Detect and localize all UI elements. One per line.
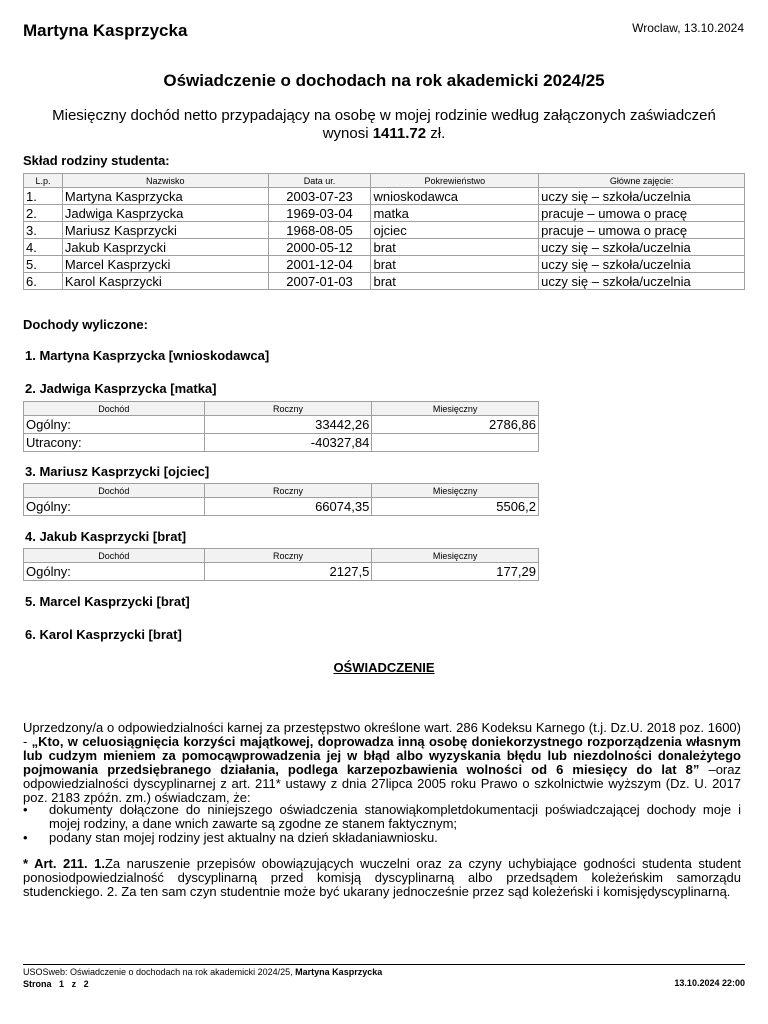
cell: 5506,2 bbox=[372, 498, 539, 516]
table-row bbox=[24, 498, 539, 516]
page-current: 1 bbox=[59, 979, 65, 989]
article-label: * Art. 211. 1. bbox=[23, 856, 105, 871]
cell: Mariusz Kasprzycki bbox=[62, 222, 268, 239]
cell: uczy się – szkoła/uczelnia bbox=[539, 273, 745, 290]
table-row bbox=[24, 205, 745, 222]
col-header: Miesięczny bbox=[372, 484, 539, 498]
income-header-row bbox=[24, 549, 539, 563]
family-table bbox=[23, 173, 745, 290]
income-header-row bbox=[24, 402, 539, 416]
declaration-heading: OŚWIADCZENIE bbox=[333, 660, 435, 675]
cell: 1969-03-04 bbox=[268, 205, 371, 222]
cell: Jakub Kasprzycki bbox=[62, 239, 268, 256]
cell: uczy się – szkoła/uczelnia bbox=[539, 188, 745, 205]
table-row bbox=[24, 188, 745, 205]
cell: brat bbox=[371, 256, 539, 273]
family-heading: Skład rodziny studenta: bbox=[23, 153, 170, 168]
cell: 5. bbox=[24, 256, 63, 273]
col-header: Dochód bbox=[24, 402, 205, 416]
income-table bbox=[23, 483, 539, 516]
col-header: Pokrewieństwo bbox=[371, 174, 539, 188]
footer-timestamp: 13.10.2024 22:00 bbox=[674, 978, 745, 988]
cell: Martyna Kasprzycka bbox=[62, 188, 268, 205]
family-header-row bbox=[24, 174, 745, 188]
table-row bbox=[24, 222, 745, 239]
col-header: Nazwisko bbox=[62, 174, 268, 188]
table-row bbox=[24, 239, 745, 256]
cell: Jadwiga Kasprzycka bbox=[62, 205, 268, 222]
cell: 177,29 bbox=[372, 563, 539, 581]
list-item-text: podany stan mojej rodziny jest aktualny na dzień składaniawniosku. bbox=[49, 830, 438, 845]
cell: 1. bbox=[24, 188, 63, 205]
person-heading: 3. Mariusz Kasprzycki [ojciec] bbox=[25, 464, 210, 479]
cell: Ogólny: bbox=[24, 498, 205, 516]
cell: 33442,26 bbox=[204, 416, 372, 434]
table-row bbox=[24, 563, 539, 581]
page-of: z bbox=[71, 979, 77, 989]
income-statement bbox=[30, 107, 738, 143]
col-header: Dochód bbox=[24, 484, 205, 498]
income-text: Miesięczny dochód netto przypadający na osobę w mojej rodzinie według załączonych zaświadczeń wynosi bbox=[52, 107, 716, 142]
cell: Ogólny: bbox=[24, 416, 205, 434]
cell bbox=[372, 434, 539, 452]
cell: Marcel Kasprzycki bbox=[62, 256, 268, 273]
declaration-intro: Uprzedzony/a o odpowiedzialności karnej za przestępstwo określone wart. 286 Kodeksu Karnego (t.j. Dz.U. 2018 poz. 1600) - bbox=[23, 720, 741, 749]
declaration-list bbox=[23, 803, 741, 845]
income-header-row bbox=[24, 484, 539, 498]
article-text: Za naruszenie przepisów obowiązujących wuczelni oraz za czyny uchybiające godności studenta student ponosiodpowiedzialność dyscyplinarną przed komisją dyscyplinarną albo przedsądem koleżeńskim samorządu studenckiego. 2. Za ten sam czyn studentnie może być ukarany jednocześnie przez sąd koleżeński i komisjędyscyplinarną. bbox=[23, 856, 741, 899]
student-name: Martyna Kasprzycka bbox=[23, 21, 188, 40]
table-row bbox=[24, 434, 539, 452]
cell: ojciec bbox=[371, 222, 539, 239]
person-heading: 5. Marcel Kasprzycki [brat] bbox=[25, 594, 190, 609]
cell: Utracony: bbox=[24, 434, 205, 452]
col-header: Miesięczny bbox=[372, 549, 539, 563]
col-header: Miesięczny bbox=[372, 402, 539, 416]
declaration-rest: –oraz odpowiedzialności dyscyplinarnej z art. 211* ustawy z dnia 27lipca 2005 roku Prawo o szkolnictwie wyższym (Dz. U. 2017 poz. 2183 zpóźn. zm.) oświadczam, że: bbox=[23, 762, 741, 805]
cell: 2007-01-03 bbox=[268, 273, 371, 290]
cell: 2003-07-23 bbox=[268, 188, 371, 205]
income-currency: zł. bbox=[430, 125, 446, 142]
cell: 2001-12-04 bbox=[268, 256, 371, 273]
cell: uczy się – szkoła/uczelnia bbox=[539, 239, 745, 256]
cell: 2127,5 bbox=[204, 563, 372, 581]
bullet-icon: • bbox=[23, 830, 28, 845]
list-item bbox=[23, 803, 741, 831]
cell: 3. bbox=[24, 222, 63, 239]
declaration-body bbox=[23, 721, 741, 805]
person-heading: 4. Jakub Kasprzycki [brat] bbox=[25, 529, 187, 544]
table-row bbox=[24, 256, 745, 273]
cell: Karol Kasprzycki bbox=[62, 273, 268, 290]
cell: 66074,35 bbox=[204, 498, 372, 516]
list-item bbox=[23, 831, 741, 845]
footer-source-line bbox=[23, 966, 382, 978]
cell: brat bbox=[371, 273, 539, 290]
cell: uczy się – szkoła/uczelnia bbox=[539, 256, 745, 273]
person-heading: 1. Martyna Kasprzycka [wnioskodawca] bbox=[25, 348, 270, 363]
table-row bbox=[24, 416, 539, 434]
place-date: Wroclaw, 13.10.2024 bbox=[632, 21, 744, 35]
col-header: Data ur. bbox=[268, 174, 371, 188]
cell: pracuje – umowa o pracę bbox=[539, 222, 745, 239]
cell: 2000-05-12 bbox=[268, 239, 371, 256]
cell: 4. bbox=[24, 239, 63, 256]
cell: matka bbox=[371, 205, 539, 222]
col-header: Główne zajęcie: bbox=[539, 174, 745, 188]
income-table bbox=[23, 548, 539, 581]
income-amount: 1411.72 bbox=[372, 125, 427, 142]
cell: -40327,84 bbox=[204, 434, 372, 452]
page-total: 2 bbox=[83, 979, 89, 989]
cell: 2786,86 bbox=[372, 416, 539, 434]
col-header: Roczny bbox=[204, 402, 372, 416]
cell: pracuje – umowa o pracę bbox=[539, 205, 745, 222]
col-header: Roczny bbox=[204, 549, 372, 563]
incomes-heading: Dochody wyliczone: bbox=[23, 317, 148, 332]
footer-name: Martyna Kasprzycka bbox=[295, 967, 383, 977]
article-note bbox=[23, 857, 741, 899]
person-heading: 2. Jadwiga Kasprzycka [matka] bbox=[25, 381, 217, 396]
cell: brat bbox=[371, 239, 539, 256]
cell: Ogólny: bbox=[24, 563, 205, 581]
cell: 1968-08-05 bbox=[268, 222, 371, 239]
document-title: Oświadczenie o dochodach na rok akademicki 2024/25 bbox=[163, 71, 605, 90]
declaration-quote: „Kto, w celuosiągnięcia korzyści majątkowej, doprowadza inną osobę doniekorzystnego rozporządzenia własnym lub cudzym mieniem za pomocąwprowadzenia jej w błąd albo wyzyskania błędu lub niezdolności donależytego pojmowania przedsiębranego działania, podlega karzepozbawienia wolności od 6 miesięcy do lat 8” bbox=[23, 734, 741, 777]
page-label: Strona bbox=[23, 979, 52, 989]
cell: 6. bbox=[24, 273, 63, 290]
bullet-icon: • bbox=[23, 802, 28, 817]
person-heading: 6. Karol Kasprzycki [brat] bbox=[25, 627, 182, 642]
col-header: Dochód bbox=[24, 549, 205, 563]
page-number bbox=[23, 978, 382, 990]
list-item-text: dokumenty dołączone do niniejszego oświadczenia stanowiąkompletdokumentacji poświadczającej dochody moje i mojej rodziny, a dane wnich zawarte są zgodne ze stanem faktycznym; bbox=[49, 802, 741, 831]
footer-divider bbox=[23, 964, 745, 965]
cell: 2. bbox=[24, 205, 63, 222]
footer-info bbox=[23, 966, 382, 990]
footer-source: USOSweb: Oświadczenie o dochodach na rok akademicki 2024/25, bbox=[23, 967, 293, 977]
income-table bbox=[23, 401, 539, 452]
table-row bbox=[24, 273, 745, 290]
cell: wnioskodawca bbox=[371, 188, 539, 205]
col-header: Roczny bbox=[204, 484, 372, 498]
col-header: L.p. bbox=[24, 174, 63, 188]
